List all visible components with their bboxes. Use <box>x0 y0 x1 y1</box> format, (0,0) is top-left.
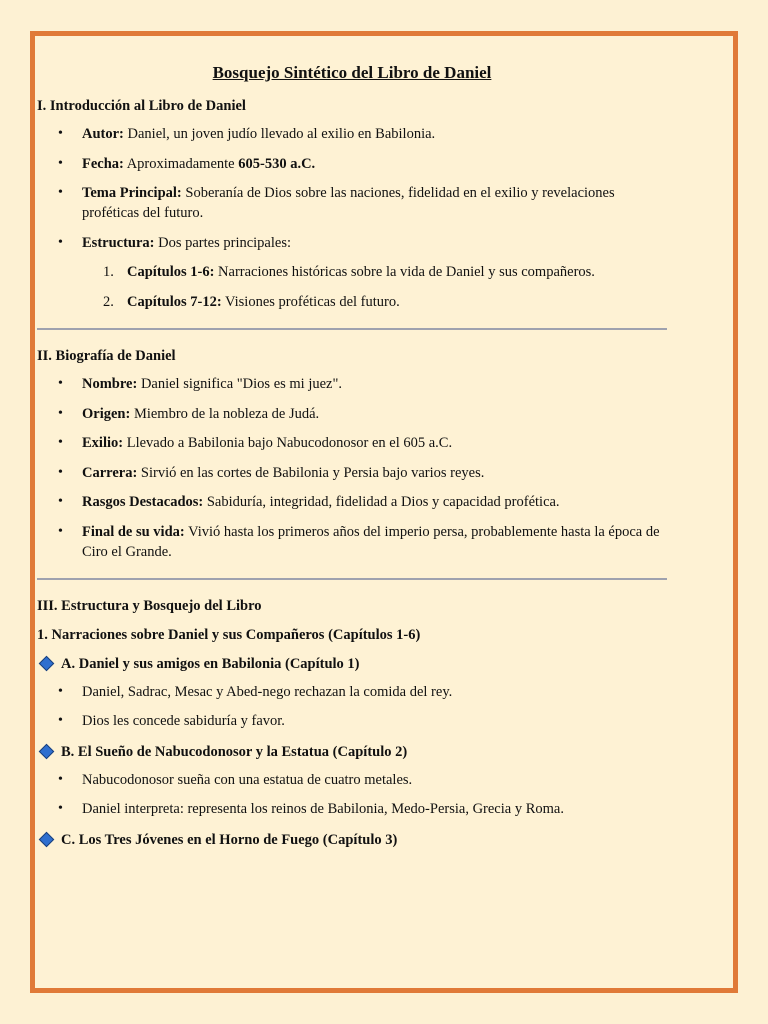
list-item <box>37 124 667 144</box>
item-text: Dos partes principales: <box>154 234 292 251</box>
item-text: Nabucodonosor sueña con una estatua de cuatro metales. <box>82 771 413 788</box>
item-label: Origen: <box>82 405 131 422</box>
item-text: Miembro de la nobleza de Judá. <box>130 405 320 422</box>
bullet: • <box>58 494 63 509</box>
item-text: Aproximadamente <box>123 155 239 172</box>
list-item <box>37 154 667 174</box>
item-label: Final de su vida: <box>82 523 185 540</box>
item-text: Llevado a Babilonia bajo Nabucodonosor en el 605 a.C. <box>123 435 453 451</box>
item-label: Estructura: <box>82 234 155 251</box>
blue-diamond-icon <box>39 744 55 760</box>
subsection-title: C. Los Tres Jóvenes en el Horno de Fuego (Capítulo 3) <box>61 831 398 848</box>
blue-diamond-icon <box>39 656 55 672</box>
subsection-title: B. El Sueño de Nabucodonosor y la Estatua (Capítulo 2) <box>61 743 408 760</box>
section-heading-structure: III. Estructura y Bosquejo del Libro <box>37 597 262 614</box>
bullet: • <box>58 713 63 728</box>
document-title: Bosquejo Sintético del Libro de Daniel <box>212 63 492 82</box>
item-label: Capítulos 7-12: <box>127 294 222 310</box>
list-item <box>37 770 667 790</box>
item-label: Fecha: <box>82 155 124 172</box>
item-text: Vivió hasta los primeros años del imperio persa, probablemente hasta la época de Ciro el Grande. <box>82 523 660 560</box>
bullet: • <box>58 234 63 250</box>
intro-list <box>37 124 667 253</box>
subsection-title: A. Daniel y sus amigos en Babilonia (Capítulo 1) <box>61 655 360 672</box>
list-item <box>37 374 667 394</box>
item-label: Autor: <box>82 126 124 142</box>
item-text: Soberanía de Dios sobre las naciones, fidelidad en el exilio y revelaciones proféticas del futuro. <box>82 185 615 221</box>
subsection-heading-b <box>37 741 667 763</box>
bullet: • <box>58 405 63 421</box>
subsection-heading-a <box>37 653 667 675</box>
item-label: Capítulos 1-6: <box>127 264 215 280</box>
list-item <box>37 463 667 483</box>
list-item <box>37 682 667 702</box>
subsection-a-list <box>37 682 667 732</box>
item-text: Daniel, Sadrac, Mesac y Abed-nego rechazan la comida del rey. <box>82 683 453 700</box>
item-text: Daniel, un joven judío llevado al exilio en Babilonia. <box>123 126 436 142</box>
item-text: Narraciones históricas sobre la vida de Daniel y sus compañeros. <box>214 264 595 280</box>
subsection-heading-c <box>37 829 667 851</box>
bullet: • <box>58 771 63 787</box>
numbered-item <box>37 262 667 282</box>
list-item <box>37 711 667 731</box>
bullet: • <box>58 126 63 141</box>
item-label: Rasgos Destacados: <box>82 494 204 510</box>
item-label: Exilio: <box>82 435 124 451</box>
item-label: Tema Principal: <box>82 185 182 201</box>
bullet: • <box>58 376 63 391</box>
biography-list <box>37 374 667 562</box>
bullet: • <box>58 683 63 699</box>
bullet: • <box>58 435 63 450</box>
item-text: Sirvió en las cortes de Babilonia y Persia bajo varios reyes. <box>137 464 485 481</box>
bullet: • <box>58 523 63 539</box>
item-text: Daniel significa "Dios es mi juez". <box>137 376 343 392</box>
document-body <box>37 60 667 858</box>
structure-numbered-list <box>37 262 667 312</box>
numbered-item <box>37 292 667 312</box>
section-heading-intro: I. Introducción al Libro de Daniel <box>37 98 246 114</box>
item-text: Sabiduría, integridad, fidelidad a Dios y capacidad profética. <box>203 494 560 510</box>
list-item <box>37 522 667 562</box>
bullet: • <box>58 801 63 816</box>
list-item <box>37 799 667 819</box>
item-text: Dios les concede sabiduría y favor. <box>82 713 285 729</box>
list-item <box>37 433 667 453</box>
item-bold-text: 605-530 a.C. <box>238 155 316 172</box>
bullet: • <box>58 464 63 480</box>
part-heading: 1. Narraciones sobre Daniel y sus Compañeros (Capítulos 1-6) <box>37 626 421 643</box>
section-divider <box>37 328 667 330</box>
bullet: • <box>58 155 63 171</box>
list-item <box>37 404 667 424</box>
bullet: • <box>58 185 63 200</box>
list-item <box>37 233 667 253</box>
blue-diamond-icon <box>39 832 55 848</box>
subsection-b-list <box>37 770 667 820</box>
section-heading-biography: II. Biografía de Daniel <box>37 348 176 364</box>
item-label: Nombre: <box>82 376 138 392</box>
list-item <box>37 183 667 223</box>
list-item <box>37 492 667 512</box>
item-text: Visiones proféticas del futuro. <box>221 294 400 310</box>
section-divider <box>37 578 667 580</box>
item-text: Daniel interpreta: representa los reinos de Babilonia, Medo-Persia, Grecia y Roma. <box>82 801 564 817</box>
item-number: 2. <box>103 294 114 310</box>
item-number: 1. <box>103 264 114 280</box>
item-label: Carrera: <box>82 464 138 481</box>
